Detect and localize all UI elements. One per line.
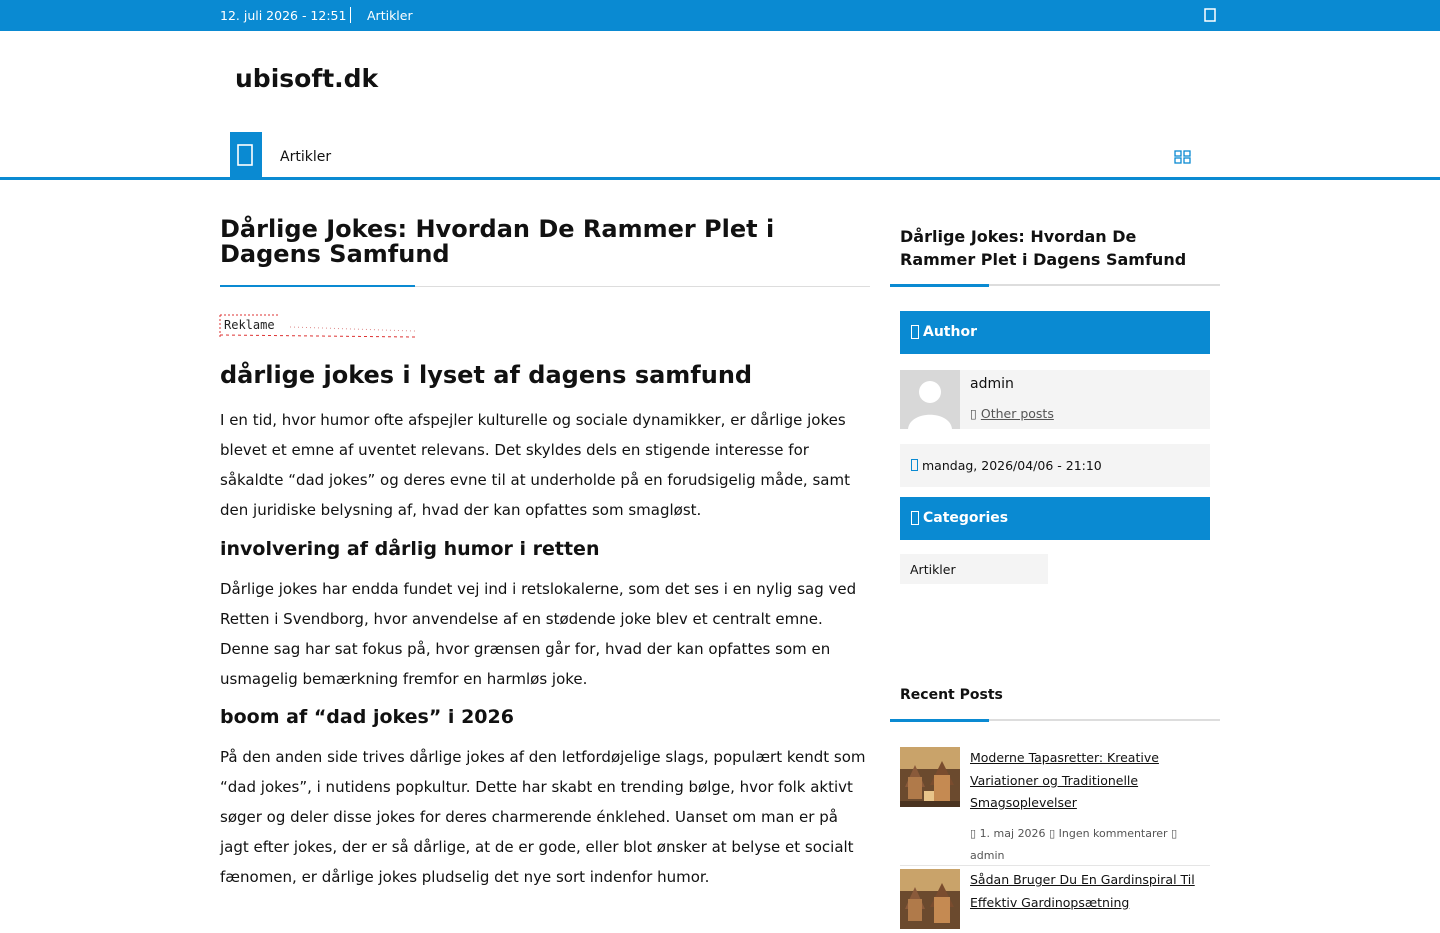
- recent-post: [900, 869, 1210, 910]
- article-subheading-2: boom af “dad jokes” i 2026: [220, 706, 514, 728]
- post-thumbnail[interactable]: [900, 869, 960, 929]
- recent-post-author[interactable]: admin: [970, 849, 1005, 862]
- recent-accent: [890, 719, 989, 722]
- categories-header: [900, 497, 1210, 540]
- article-paragraph-3: På den anden side trives dårlige jokes af den letfordøjelige slags, populært kendt som “dad jokes”, i nutidens popkultur. Dette har skabt en trending bølge, hvor folk aktivt søger og deler disse jokes for deres charmerende énklehed. Uanset om man er på jagt efter jokes, der er så dårlige, at de er gode, eller blot ønsker at belyse et socialt fænomen, er dårlige jokes pludselig det nye sort indenfor humor.: [220, 748, 866, 886]
- other-posts-label: Other posts: [980, 406, 1054, 421]
- site-title[interactable]: ubisoft.dk: [235, 64, 379, 93]
- other-posts-link[interactable]: [970, 406, 1054, 421]
- categories-header-label: Categories: [923, 510, 1009, 526]
- posts-icon: ▯: [970, 406, 981, 421]
- author-header-label: Author: [923, 324, 977, 340]
- recent-post-title[interactable]: Moderne Tapasretter: Kreative Variationer og Traditionelle Smagsoplevelser: [970, 750, 1159, 810]
- grid-icon[interactable]: [1174, 149, 1192, 163]
- article-subheading-1: involvering af dårlig humor i retten: [220, 538, 600, 560]
- nav-item-artikler[interactable]: Artikler: [280, 149, 332, 165]
- user-icon: ▯: [1171, 827, 1178, 840]
- article-paragraph-2: Dårlige jokes har endda fundet vej ind i retslokalerne, som det ses i en nylig sag ved Retten i Svendborg, hvor anvendelse af en stødende joke blev et centralt emne. Denne sag har sat fokus på, hvor grænsen går for, hvad der kan opfattes som en usmagelig bemærkning fremfor en harmløs joke.: [220, 580, 857, 688]
- home-icon: [236, 143, 256, 167]
- ad-label-text: Reklame: [224, 318, 275, 332]
- post-date-box: [900, 444, 1210, 487]
- title-accent: [220, 285, 415, 287]
- top-bar: [0, 0, 1440, 31]
- login-icon[interactable]: [1203, 6, 1217, 24]
- calendar-icon: ▯: [970, 827, 980, 840]
- recent-post-date[interactable]: 1. maj 2026: [979, 827, 1046, 840]
- recent-post-divider: [900, 865, 1210, 866]
- recent-posts-title: Recent Posts: [900, 687, 1003, 703]
- post-thumbnail[interactable]: [900, 747, 960, 807]
- comment-icon: ▯: [1049, 827, 1059, 840]
- article-paragraph-1: I en tid, hvor humor ofte afspejler kulturelle og sociale dynamikker, er dårlige jokes blevet et emne af uventet relevans. Det skyldes dels en stigende interesse for såkaldte “dad jokes” og deres evne til at underholde på en forudsigelig måde, samt den juridiske belysning af, hvad der kan opfattes som smagløst.: [220, 411, 850, 519]
- home-button[interactable]: [230, 132, 262, 177]
- recent-post-comments[interactable]: Ingen kommentarer: [1058, 827, 1168, 840]
- topbar-separator: [350, 7, 351, 23]
- topbar-datetime: 12. juli 2026 - 12:51: [220, 8, 347, 23]
- topbar-link-artikler[interactable]: Artikler: [367, 8, 413, 23]
- category-label: Artikler: [910, 562, 956, 577]
- calendar-icon: [911, 459, 918, 471]
- author-header: [900, 311, 1210, 354]
- post-date: mandag, 2026/04/06 - 21:10: [922, 458, 1102, 473]
- category-chip[interactable]: [900, 554, 1048, 584]
- article-heading: dårlige jokes i lyset af dagens samfund: [220, 361, 753, 389]
- ad-label: [220, 313, 415, 339]
- main-navigation: [0, 132, 1440, 180]
- author-icon: [911, 325, 919, 339]
- sidebar-post-title: Dårlige Jokes: Hvordan De Rammer Plet i Dagens Samfund: [900, 227, 1187, 269]
- author-card: [900, 370, 1210, 429]
- avatar: [900, 370, 960, 429]
- categories-icon: [911, 511, 919, 525]
- recent-post: [900, 747, 1210, 862]
- sidebar-accent: [890, 284, 989, 287]
- recent-post-meta: [970, 823, 1190, 867]
- article-title: Dårlige Jokes: Hvordan De Rammer Plet i Dagens Samfund: [220, 215, 775, 268]
- recent-post-title[interactable]: Sådan Bruger Du En Gardinspiral Til Effektiv Gardinopsætning: [970, 872, 1195, 910]
- author-name[interactable]: admin: [970, 376, 1014, 392]
